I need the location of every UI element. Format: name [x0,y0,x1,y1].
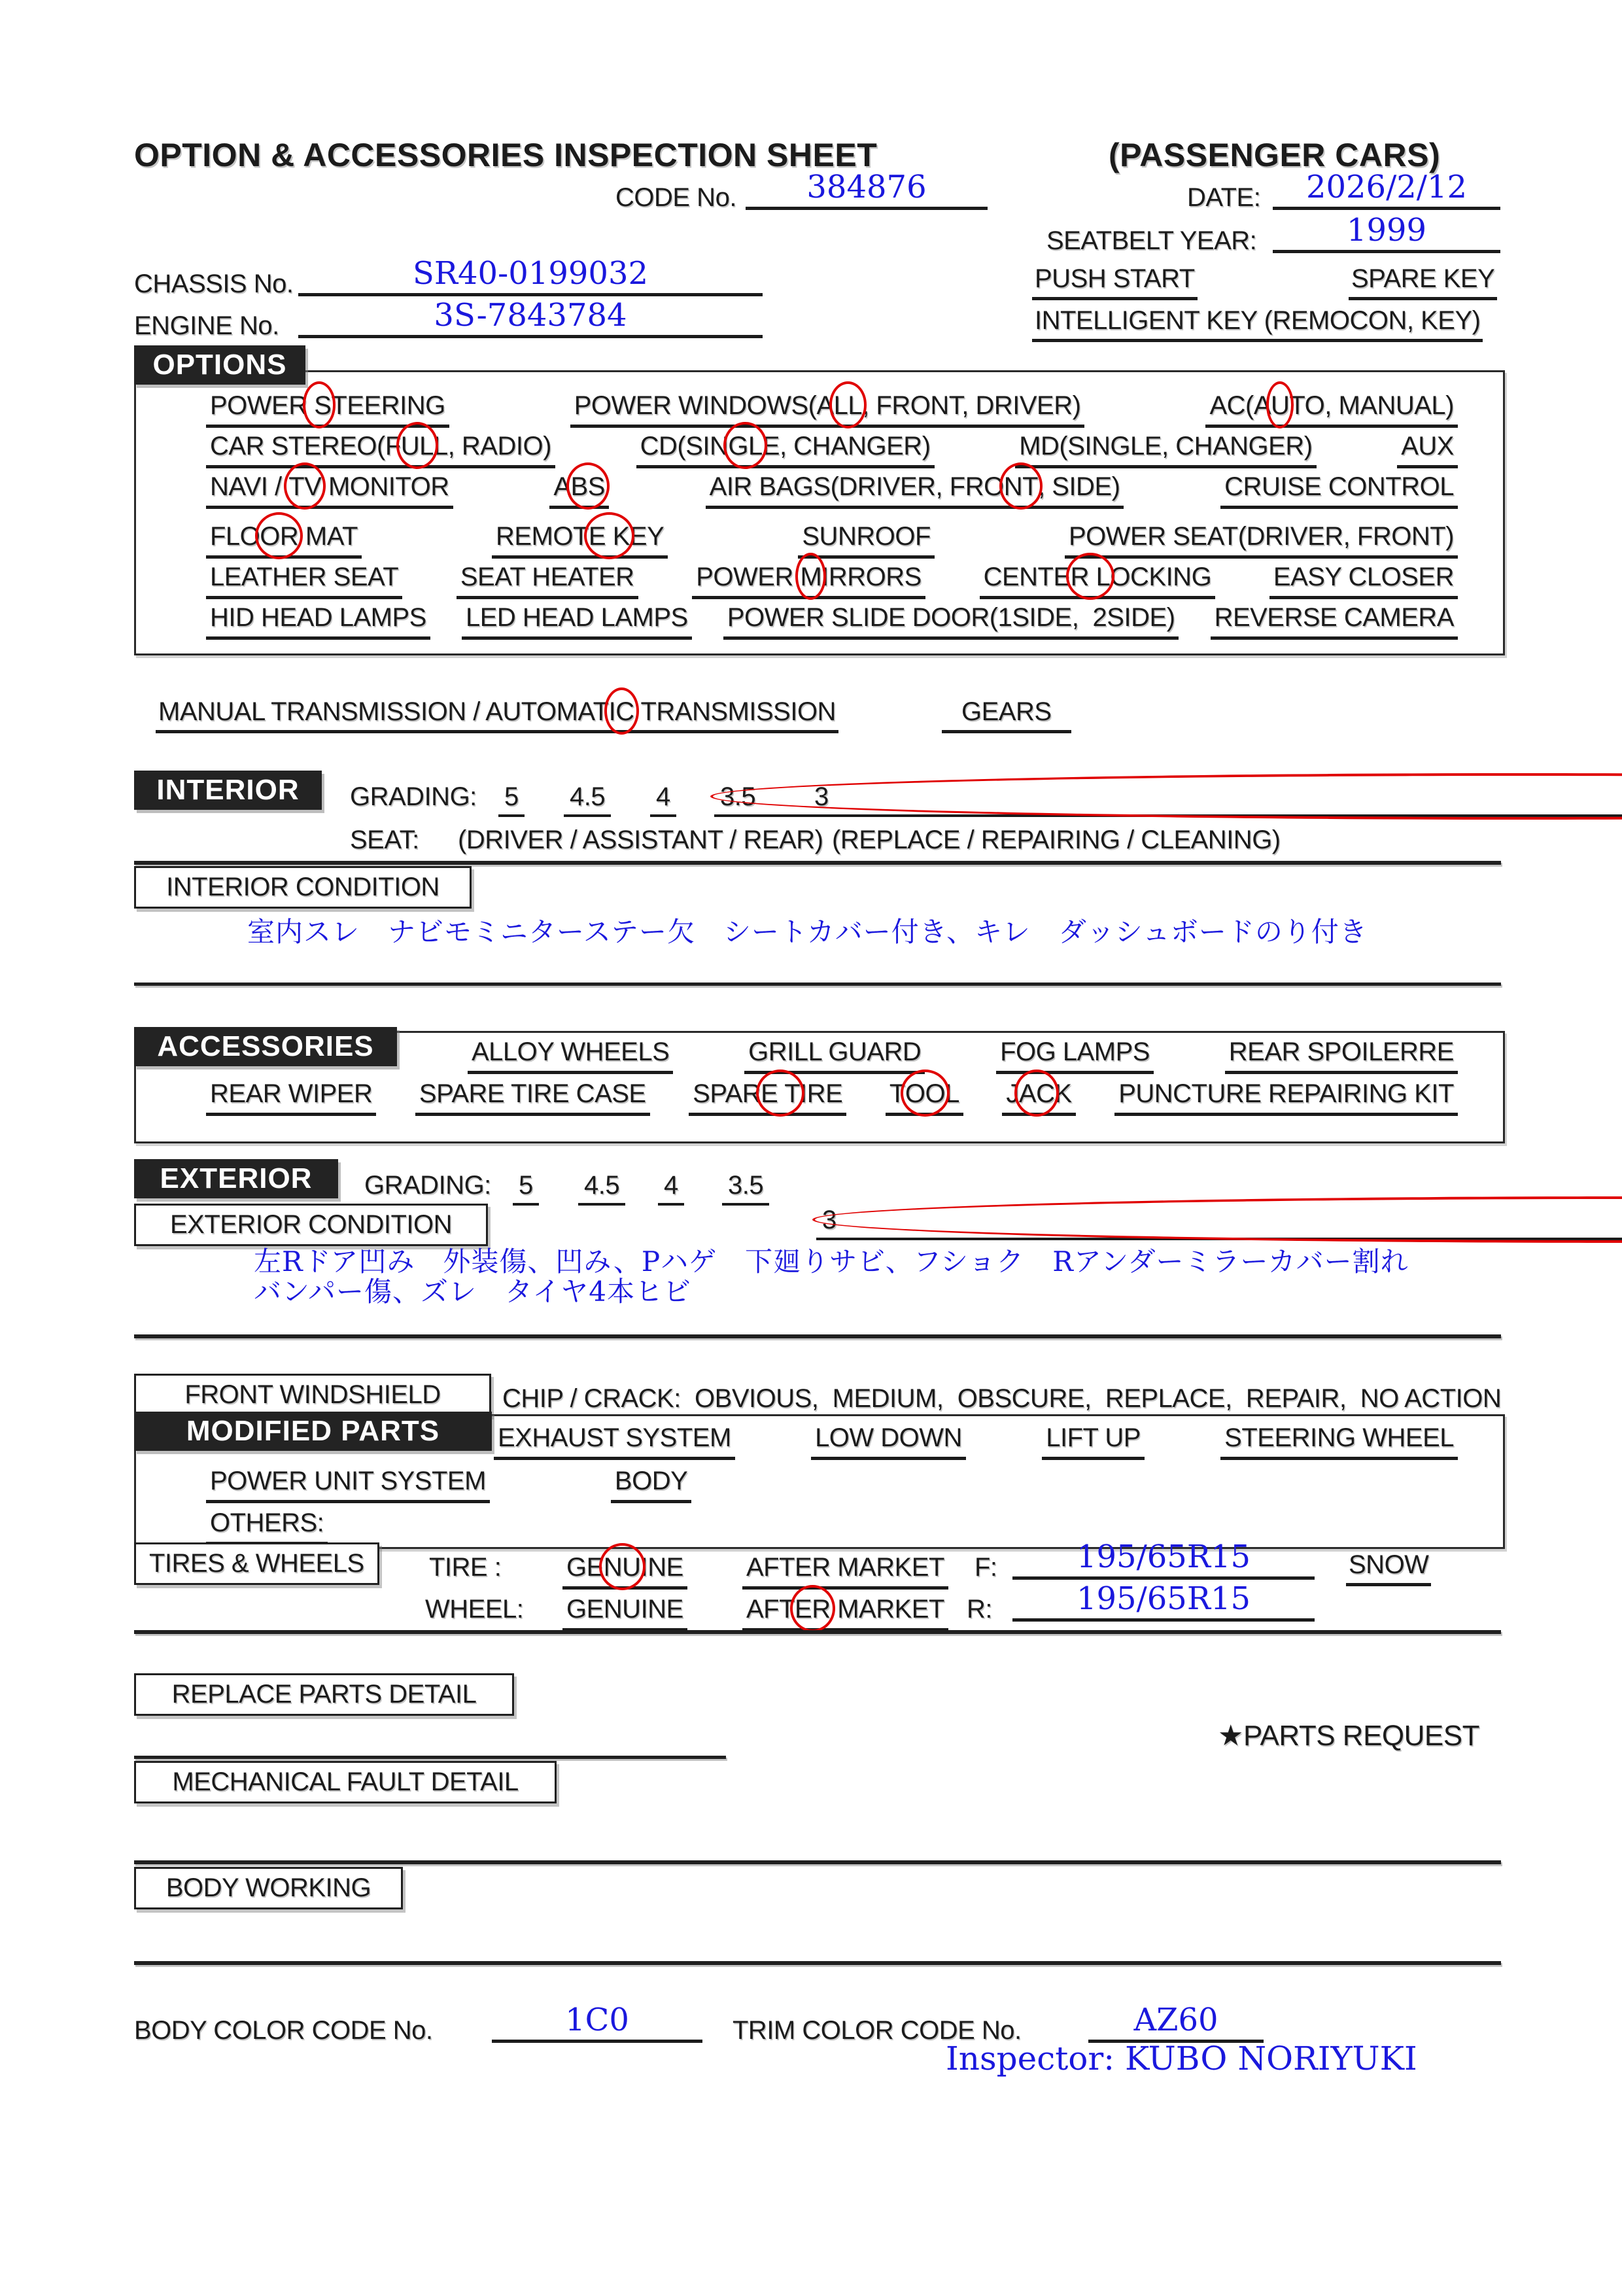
label-text: K [1054,1079,1072,1108]
accessory-item [1225,1037,1458,1074]
option-item [549,472,609,509]
accessories-section-label: ACCESSORIES [134,1027,397,1066]
red-circle-mark: S [307,391,332,420]
accessory-item [886,1079,963,1116]
seat-label: SEAT: [350,826,419,854]
label-text: LEATHER SEAT [210,563,399,591]
label-text: HID HEAD LAMPS [210,603,426,632]
label-text: MD(SINGLE, CHANGER) [1019,432,1313,461]
divider-rule [134,1961,1501,1965]
exterior-grade-4-5: 4.5 [578,1171,625,1206]
label-text: PUNCTURE REPAIRING KIT [1118,1079,1454,1108]
modified-parts-row-2 [206,1467,691,1503]
option-item [1015,432,1316,468]
red-circle-mark: OR [260,522,299,551]
modified-parts-row-1 [494,1423,1458,1460]
seat-actions: (REPLACE / REPAIRING / CLEANING) [832,826,1281,854]
label-text: REAR SPOILERRE [1228,1037,1454,1066]
exterior-grade-3: 3 [816,1206,1622,1240]
option-item [706,472,1124,509]
label-text: POWER [210,391,307,420]
label-text: POWER SLIDE DOOR(1SIDE, 2SIDE) [727,603,1175,632]
label-text: POWER [696,563,801,591]
option-item [206,391,449,428]
accessories-row-2 [206,1079,1458,1116]
trim-color-field [1088,2002,1264,2043]
accessory-item [468,1037,673,1074]
label-text: CD(SIN [640,432,729,461]
label-text: TO, MANUAL) [1289,391,1454,420]
code-label: CODE No. [615,183,736,212]
body-color-field [492,2002,702,2043]
engine-field [298,297,763,338]
options-row-5 [206,563,1458,599]
divider-rule [134,1630,1501,1634]
exterior-section-label: EXTERIOR [134,1159,338,1198]
trim-color-label: TRIM COLOR CODE No. [733,2016,1022,2045]
interior-grade-5: 5 [498,782,525,817]
exterior-condition-box: EXTERIOR CONDITION [134,1204,488,1246]
label-text: STEERING WHEEL [1224,1423,1454,1452]
red-circle-mark: IC [608,697,634,726]
wheel-label: WHEEL: [425,1595,524,1624]
option-item [980,563,1216,599]
option-item [1397,432,1458,468]
label-text: IRRORS [821,563,922,591]
label-text: TEERING [331,391,445,420]
interior-condition-text: 室内スレ ナビモミニターステー欠 シートカバー付き、キレ ダッシュボードのり付き [247,916,1368,948]
modified-part-item [206,1467,490,1503]
divider-rule [134,1334,1501,1338]
label-text: EY [629,522,664,551]
replace-parts-detail-box: REPLACE PARTS DETAIL [134,1673,514,1716]
label-text: POWER WINDOWS(A [574,391,834,420]
red-circle-mark: NU [603,1553,641,1582]
option-item [723,603,1179,640]
label-text: REMOT [495,522,589,551]
label-text: AIR BAGS(DRIVER, FRO [709,472,1004,501]
front-windshield-box: FRONT WINDSHIELD [134,1374,491,1416]
label-text: SUNROOF [802,522,931,551]
exterior-condition-line-1: 左Rドア凹み 外装傷、凹み、Pハゲ 下廻りサビ、フショク Rアンダーミラーカバー割れ [254,1245,1409,1278]
red-circle-mark: GL [728,432,763,461]
divider-rule [134,1860,1501,1864]
chassis-value: SR40-0199032 [412,255,649,292]
interior-grade-4-5: 4.5 [564,782,611,817]
label-text: OCKING [1110,563,1212,591]
tire-genuine [562,1553,687,1590]
transmission-text-post: TRANSMISSION [634,697,836,726]
page-title: OPTION & ACCESSORIES INSPECTION SHEET [134,137,878,173]
option-item [492,522,668,559]
label-text: CRUISE CONTROL [1224,472,1454,501]
label-text: NAVI / [210,472,289,501]
code-field [746,169,988,210]
red-circle-mark: E K [588,522,630,551]
label-text: POWER UNIT SYSTEM [210,1467,486,1495]
options-row-6 [206,603,1458,640]
options-section-label: OPTIONS [134,345,305,385]
tire-front-label: F: [975,1553,997,1582]
trim-color-value: AZ60 [1133,2002,1218,2038]
exterior-grade-4: 4 [658,1171,684,1206]
interior-grading-label: GRADING: [350,782,477,811]
accessory-item [415,1079,650,1116]
option-item [570,391,1085,428]
wheel-rear-label: R: [967,1595,992,1624]
exterior-grade-3-5: 3.5 [722,1171,769,1206]
chassis-label: CHASSIS No. [134,270,294,298]
label-text: SEAT HEATER [460,563,634,591]
modified-part-item [611,1467,691,1503]
label-text: LOW DOWN [815,1423,962,1452]
mechanical-fault-detail-box: MECHANICAL FAULT DETAIL [134,1761,557,1803]
label-text: SPARE TIRE CASE [419,1079,646,1108]
engine-label: ENGINE No. [134,311,279,340]
red-circle-mark: U [1271,391,1290,420]
modified-parts-section-label: MODIFIED PARTS [134,1412,492,1451]
interior-grade-4: 4 [650,782,676,817]
label-text: , SIDE) [1038,472,1120,501]
option-item [206,603,430,640]
modified-part-item [1042,1423,1145,1460]
label-text: , FRONT, DRIVER) [862,391,1081,420]
spare-key-label: SPARE KEY [1349,264,1497,300]
label-text: BODY [614,1467,688,1495]
date-label: DATE: [1187,183,1261,212]
label-text: GRILL GUARD [748,1037,922,1066]
red-circle-mark: E T [761,1079,801,1108]
accessory-item [689,1079,846,1116]
option-item [462,603,692,640]
label-text: REAR WIPER [210,1079,373,1108]
option-item [1205,391,1458,428]
label-text: CAR STEREO(F [210,432,401,461]
wheel-aftermarket [742,1595,948,1631]
chassis-field [298,255,763,296]
label-text: FOG LAMPS [1000,1037,1150,1066]
tire-front-value: 195/65R15 [1076,1539,1251,1575]
label-text: MONITOR [321,472,449,501]
options-row-3 [206,472,1458,509]
option-item [457,563,638,599]
modified-part-item [206,1508,328,1545]
body-color-value: 1C0 [565,2002,629,2038]
wheel-genuine [562,1595,687,1631]
snow-label: SNOW [1346,1550,1431,1586]
red-circle-mark: LL [833,391,863,420]
push-start-label: PUSH START [1032,264,1198,300]
seatbelt-year-value: 1999 [1346,212,1427,249]
interior-grade-3: 3 [808,782,835,817]
label-text: ALLOY WHEELS [472,1037,670,1066]
label-text: EXHAUST SYSTEM [498,1423,731,1452]
label-text: LED HEAD LAMPS [465,603,688,632]
option-item [798,522,935,559]
label-text: IRE [800,1079,843,1108]
date-value: 2026/2/12 [1305,169,1468,205]
label-text: OTHERS: [210,1508,324,1537]
red-circle-mark: OO [905,1079,946,1108]
transmission-text-pre: MANUAL TRANSMISSION / AUTOMAT [158,697,609,726]
label-text: CENTE [983,563,1071,591]
modified-part-item [811,1423,966,1460]
interior-grade-3-5: 3.5 [714,782,1622,817]
label-text: L [945,1079,959,1108]
accessory-item [744,1037,925,1074]
modified-part-item [1220,1423,1458,1460]
option-item [206,472,453,509]
exterior-grade-5: 5 [513,1171,539,1206]
option-item [1065,522,1458,559]
interior-section-label: INTERIOR [134,771,322,810]
accessory-item [206,1079,376,1116]
option-item [206,563,402,599]
label-text: SPAR [693,1079,761,1108]
accessory-item [1114,1079,1458,1116]
gears-label: GEARS [942,697,1071,733]
seatbelt-year-field [1273,212,1500,253]
interior-condition-box: INTERIOR CONDITION [134,866,472,909]
red-circle-mark: UL [400,432,434,461]
seat-positions: (DRIVER / ASSISTANT / REAR) [458,826,823,854]
red-circle-mark: ER [795,1595,831,1624]
exterior-grading-label: GRADING: [364,1171,491,1200]
body-working-box: BODY WORKING [134,1867,403,1909]
label-text: AUX [1401,432,1454,461]
tire-front-field [1012,1539,1315,1580]
modified-parts-row-3 [206,1508,328,1545]
parts-request-label: ★PARTS REQUEST [1218,1720,1479,1752]
divider-rule [134,983,1501,986]
code-value: 384876 [806,169,927,205]
divider-rule [134,1756,726,1759]
label-text: GE [566,1553,604,1582]
tire-aftermarket [742,1553,948,1590]
label-text: AFTER MARKET [746,1553,944,1582]
options-row-2 [206,432,1458,468]
red-circle-mark: R L [1070,563,1111,591]
accessories-row-1 [468,1037,1458,1074]
red-circle-mark: M [800,563,822,591]
option-item [1269,563,1458,599]
body-color-label: BODY COLOR CODE No. [134,2016,433,2045]
option-item [1211,603,1458,640]
label-text: MARKET [830,1595,944,1624]
intelligent-key-label: INTELLIGENT KEY (REMOCON, KEY) [1032,306,1483,342]
label-text: EASY CLOSER [1273,563,1454,591]
label-text: AFT [746,1595,795,1624]
tires-wheels-box: TIRES & WHEELS [134,1542,379,1585]
options-row-4 [206,522,1458,559]
inspector-signature: Inspector: KUBO NORIYUKI [946,2040,1417,2078]
label-text: REVERSE CAMERA [1214,603,1454,632]
option-item [636,432,935,468]
tire-label: TIRE : [429,1553,502,1582]
accessory-item [996,1037,1154,1074]
option-item [206,522,362,559]
red-circle-mark: AC [1018,1079,1055,1108]
label-text: A [553,472,571,501]
divider-rule [134,861,1501,865]
red-circle-mark: TV [288,472,322,501]
red-circle-mark: NT [1003,472,1039,501]
label-text: POWER SEAT(DRIVER, FRONT) [1068,522,1454,551]
label-text: J [1006,1079,1019,1108]
label-text: T [889,1079,905,1108]
wheel-rear-field [1012,1580,1315,1622]
wheel-rear-value: 195/65R15 [1076,1580,1251,1617]
accessory-item [1002,1079,1075,1116]
option-item [1220,472,1458,509]
exterior-condition-line-2: バンパー傷、ズレ タイヤ4本ヒビ [254,1276,691,1308]
seatbelt-year-label: SEATBELT YEAR: [1046,226,1257,255]
date-field [1273,169,1500,210]
modified-part-item [494,1423,735,1460]
engine-value: 3S-7843784 [434,297,627,334]
page-subtitle: (PASSENGER CARS) [1109,137,1441,173]
label-text: AC(A [1209,391,1271,420]
red-circle-mark: BS [570,472,605,501]
option-item [206,432,555,468]
label-text: FLO [210,522,260,551]
label-text: INE [640,1553,683,1582]
label-text: E, CHANGER) [762,432,931,461]
chip-crack-line: CHIP / CRACK: OBVIOUS, MEDIUM, OBSCURE, REPLACE, REPAIR, NO ACTION [502,1384,1502,1413]
transmission-line [156,697,838,733]
option-item [692,563,925,599]
label-text: GENUINE [566,1595,683,1624]
label-text: MAT [298,522,358,551]
label-text: L, RADIO) [433,432,551,461]
label-text: LIFT UP [1046,1423,1141,1452]
options-row-1 [206,391,1458,428]
